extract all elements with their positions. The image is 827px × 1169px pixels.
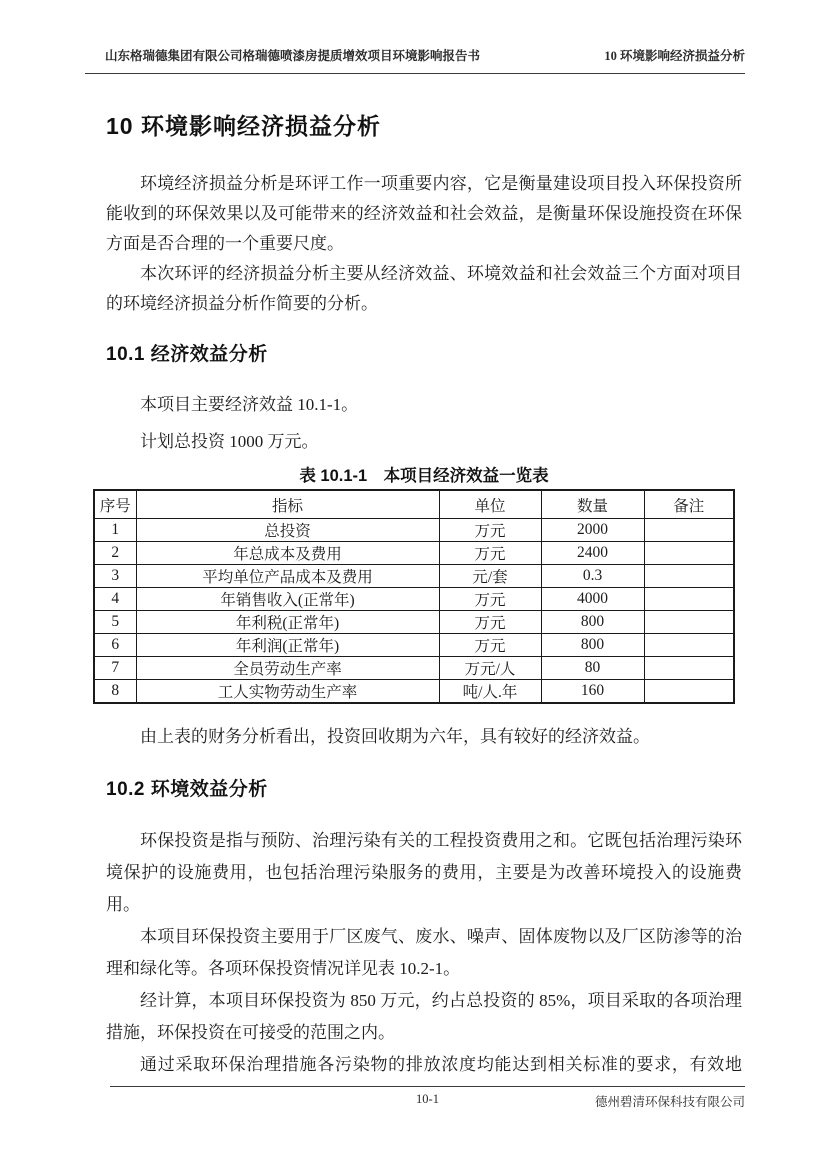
cell-indicator: 工人实物劳动生产率	[136, 680, 439, 704]
cell-indicator: 平均单位产品成本及费用	[136, 565, 439, 588]
cell-quantity: 800	[541, 634, 644, 657]
cell-note	[644, 657, 734, 680]
table-row	[94, 588, 734, 611]
cell-unit: 元/套	[439, 565, 541, 588]
cell-note	[644, 588, 734, 611]
paragraph-env-investment-usage: 本项目环保投资主要用于厂区废气、废水、噪声、固体废物以及厂区防渗等的治理和绿化等。各项环保投资情况详见表 10.2-1。	[106, 927, 742, 978]
cell-note	[644, 611, 734, 634]
section-heading-10-1: 10.1 经济效益分析	[106, 344, 268, 365]
paragraph-economic-benefit: 本项目主要经济效益 10.1-1。	[140, 395, 359, 414]
cell-unit: 吨/人.年	[439, 680, 541, 704]
col-header-quantity: 数量	[541, 490, 644, 519]
cell-indicator: 全员劳动生产率	[136, 657, 439, 680]
cell-note	[644, 519, 734, 542]
cell-no: 4	[94, 588, 136, 611]
paragraph-planned-investment: 计划总投资 1000 万元。	[140, 432, 319, 451]
cell-unit: 万元	[439, 634, 541, 657]
cell-unit: 万元	[439, 519, 541, 542]
header-chapter-title: 10 环境影响经济损益分析	[604, 49, 745, 63]
col-header-indicator: 指标	[136, 490, 439, 519]
cell-no: 5	[94, 611, 136, 634]
table-caption: 表 10.1-1 本项目经济效益一览表	[299, 467, 549, 485]
table-row	[94, 634, 734, 657]
cell-note	[644, 565, 734, 588]
cell-indicator: 年销售收入(正常年)	[136, 588, 439, 611]
cell-unit: 万元	[439, 611, 541, 634]
table-row	[94, 565, 734, 588]
cell-quantity: 2400	[541, 542, 644, 565]
section-heading-10-2: 10.2 环境效益分析	[106, 779, 268, 800]
cell-no: 8	[94, 680, 136, 704]
cell-quantity: 0.3	[541, 565, 644, 588]
economic-benefit-table	[93, 489, 735, 704]
cell-indicator: 总投资	[136, 519, 439, 542]
col-header-unit: 单位	[439, 490, 541, 519]
cell-no: 7	[94, 657, 136, 680]
cell-quantity: 2000	[541, 519, 644, 542]
col-header-no: 序号	[94, 490, 136, 519]
paragraph-financial-conclusion: 由上表的财务分析看出，投资回收期为六年，具有较好的经济效益。	[140, 727, 650, 746]
paragraph-intro-1: 环境经济损益分析是环评工作一项重要内容，它是衡量建设项目投入环保投资所能收到的环保效果以及可能带来的经济效益和社会效益，是衡量环保设施投资在环保方面是否合理的一个重要尺度。	[106, 174, 742, 253]
paragraph-env-measures: 通过采取环保治理措施各污染物的排放浓度均能达到相关标准的要求，有效地	[140, 1055, 742, 1074]
cell-note	[644, 634, 734, 657]
table-row	[94, 611, 734, 634]
paragraph-intro-2: 本次环评的经济损益分析主要从经济效益、环境效益和社会效益三个方面对项目的环境经济损益分析作简要的分析。	[106, 264, 742, 313]
paragraph-env-investment-def: 环保投资是指与预防、治理污染有关的工程投资费用之和。它既包括治理污染环境保护的设施费用，也包括治理污染服务的费用，主要是为改善环境投入的设施费用。	[106, 831, 742, 914]
cell-no: 3	[94, 565, 136, 588]
cell-note	[644, 680, 734, 704]
cell-quantity: 160	[541, 680, 644, 704]
cell-indicator: 年总成本及费用	[136, 542, 439, 565]
cell-indicator: 年利润(正常年)	[136, 634, 439, 657]
cell-quantity: 80	[541, 657, 644, 680]
cell-unit: 万元	[439, 588, 541, 611]
table-row	[94, 657, 734, 680]
chapter-title: 10 环境影响经济损益分析	[106, 113, 381, 139]
footer-company-name: 德州碧清环保科技有限公司	[594, 1095, 745, 1109]
cell-no: 2	[94, 542, 136, 565]
cell-indicator: 年利税(正常年)	[136, 611, 439, 634]
cell-unit: 万元/人	[439, 657, 541, 680]
cell-no: 6	[94, 634, 136, 657]
table-row	[94, 542, 734, 565]
page-footer	[110, 1086, 745, 1107]
table-row	[94, 680, 734, 704]
table-row	[94, 519, 734, 542]
cell-note	[644, 542, 734, 565]
page-number: 10-1	[416, 1092, 439, 1106]
cell-unit: 万元	[439, 542, 541, 565]
cell-no: 1	[94, 519, 136, 542]
cell-quantity: 800	[541, 611, 644, 634]
col-header-note: 备注	[644, 490, 734, 519]
table-header-row	[94, 490, 734, 519]
cell-quantity: 4000	[541, 588, 644, 611]
header-report-title: 山东格瑞德集团有限公司格瑞德喷漆房提质增效项目环境影响报告书	[105, 49, 481, 63]
page-content	[99, 0, 742, 1081]
paragraph-env-investment-calc: 经计算，本项目环保投资为 850 万元，约占总投资的 85%，项目采取的各项治理措施，环保投资在可接受的范围之内。	[106, 991, 742, 1042]
